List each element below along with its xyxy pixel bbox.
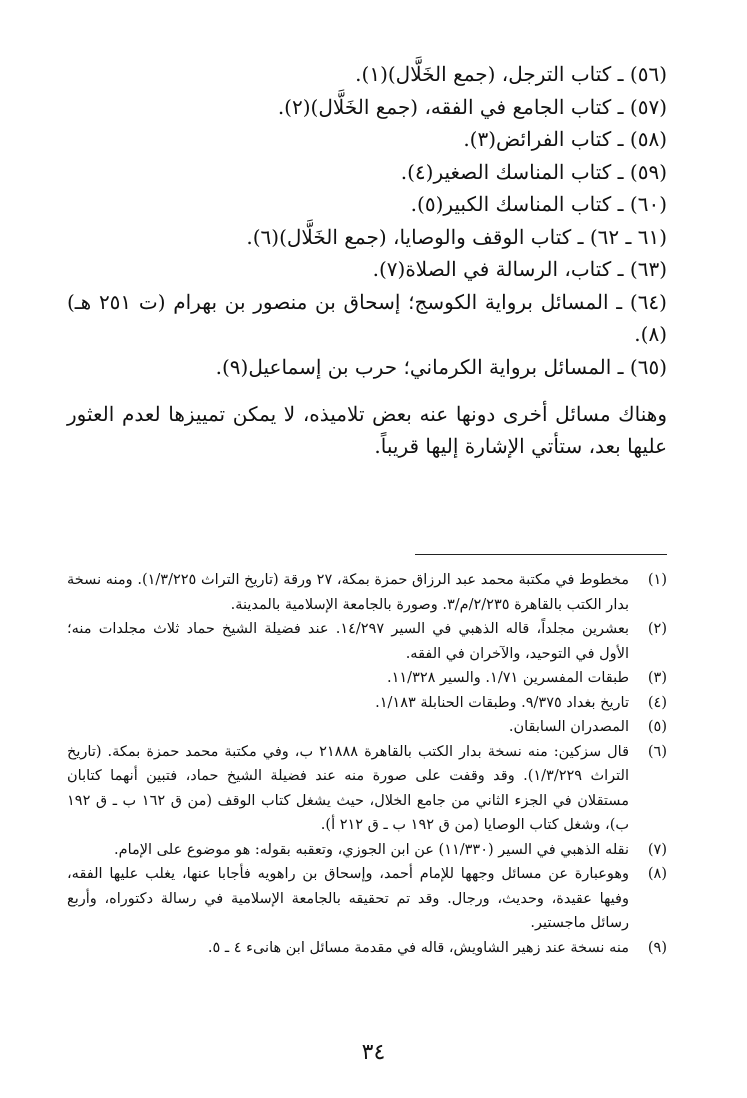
footnote-number: (٧) (647, 841, 667, 858)
list-item: (٥٩) ـ كتاب المناسك الصغير(٤). (400, 159, 667, 184)
footnote-text: المصدران السابقان. (508, 719, 629, 735)
footnote (67, 568, 667, 617)
footnote (67, 666, 667, 691)
list-item: (٦٥) ـ المسائل برواية الكرماني؛ حرب بن إسماعيل(٩). (215, 354, 667, 379)
footnote (67, 715, 667, 740)
list-item: (٥٨) ـ كتاب الفرائض(٣). (463, 127, 667, 151)
footnote-divider (415, 554, 667, 555)
footnote (67, 838, 667, 863)
footnote-text: نقله الذهبي في السير (١١/٣٣٠) عن ابن الجوزي، وتعقبه بقوله: هو موضوع على الإمام. (114, 841, 629, 858)
list-item: (٥٧) ـ كتاب الجامع في الفقه، (جمع الخَلَّال)(٢). (277, 94, 667, 119)
footnote (67, 617, 667, 666)
footnote-number: (١) (647, 572, 667, 588)
list-item: (٦١ ـ ٦٢) ـ كتاب الوقف والوصايا، (جمع الخَلَّال)(٦). (246, 224, 667, 249)
footnote-text: بعشرين مجلداً، قاله الذهبي في السير ١٤/٢٩٧. عند فضيلة الشيخ حماد ثلاث مجلدات منه؛ الأول في التوحيد، والآخران في الفقه. (67, 621, 629, 662)
footnote-text: مخطوط في مكتبة محمد عبد الرزاق حمزة بمكة، ٢٧ ورقة (تاريخ التراث ١/٣/٢٢٥). ومنه نسخة بدار الكتب بالقاهرة ٢/٢٣٥/م/٣. وصورة بالجامعة الإسلامية بالمدينة. (67, 572, 630, 613)
footnote (67, 862, 667, 936)
footnote-text: منه نسخة عند زهير الشاويش، قاله في مقدمة مسائل ابن هانىء ٤ ـ ٥. (207, 939, 629, 956)
list-item: (٦٠) ـ كتاب المناسك الكبير(٥). (410, 192, 667, 216)
footnote-text: تاريخ بغداد ٩/٣٧٥. وطبقات الحنابلة ١/١٨٣. (375, 694, 629, 711)
list-item: (٦٣) ـ كتاب، الرسالة في الصلاة(٧). (372, 257, 667, 281)
footnotes (67, 568, 667, 960)
closing-paragraph: وهناك مسائل أخرى دونها عنه بعض تلاميذه، لا يمكن تمييزها لعدم العثور عليها بعد، ستأتي الإشارة إليها قريباً. (67, 402, 667, 458)
footnote-number: (٦) (647, 743, 667, 760)
page-number: ٣٤ (361, 1040, 386, 1065)
book-list (67, 58, 667, 383)
footnote (67, 691, 667, 716)
footnote-number: (٤) (647, 694, 667, 711)
footnote-text: قال سزكين: منه نسخة بدار الكتب بالقاهرة ٢١٨٨٨ ب، وفي مكتبة محمد حمزة بمكة. (تاريخ التراث ١/٣/٢٢٩). وقد وقفت على صورة منه عند فضيلة الشيخ حماد، فتبين أنهما كتابان مستقلان في الجزء الثاني من جامع الخلال، حيث يشغل كتاب الوقف (من ق ١٦٢ ب ـ ق ١٩٢ ب)، وشغل كتاب الوصايا (من ق ١٩٢ ب ـ ق ٢١٢ أ). (67, 743, 630, 833)
footnote-number: (٣) (647, 670, 667, 686)
footnote-text: وهوعبارة عن مسائل وجهها للإمام أحمد، وإسحاق بن راهويه فأجابا عنها، يغلب عليها الفقه، وفيها عقيدة، وحديث، ورجال. وقد تم تحقيقه بالجامعة الإسلامية في رسالة دكتوراه، وأربع رسائل ماجستير. (67, 866, 629, 931)
footnote-number: (٨) (647, 866, 667, 882)
list-item: (٥٦) ـ كتاب الترجل، (جمع الخَلَّال)(١). (355, 62, 667, 86)
list-item: (٦٤) ـ المسائل برواية الكوسج؛ إسحاق بن منصور بن بهرام (ت ٢٥١ هـ)(٨). (67, 289, 667, 346)
footnote (67, 740, 667, 838)
footnote-number: (٢) (647, 621, 667, 637)
footnote-number: (٥) (647, 719, 667, 735)
footnote (67, 936, 667, 961)
footnote-text: طبقات المفسرين ١/٧١. والسير ١١/٣٢٨. (387, 670, 629, 686)
footnote-number: (٩) (647, 939, 667, 956)
